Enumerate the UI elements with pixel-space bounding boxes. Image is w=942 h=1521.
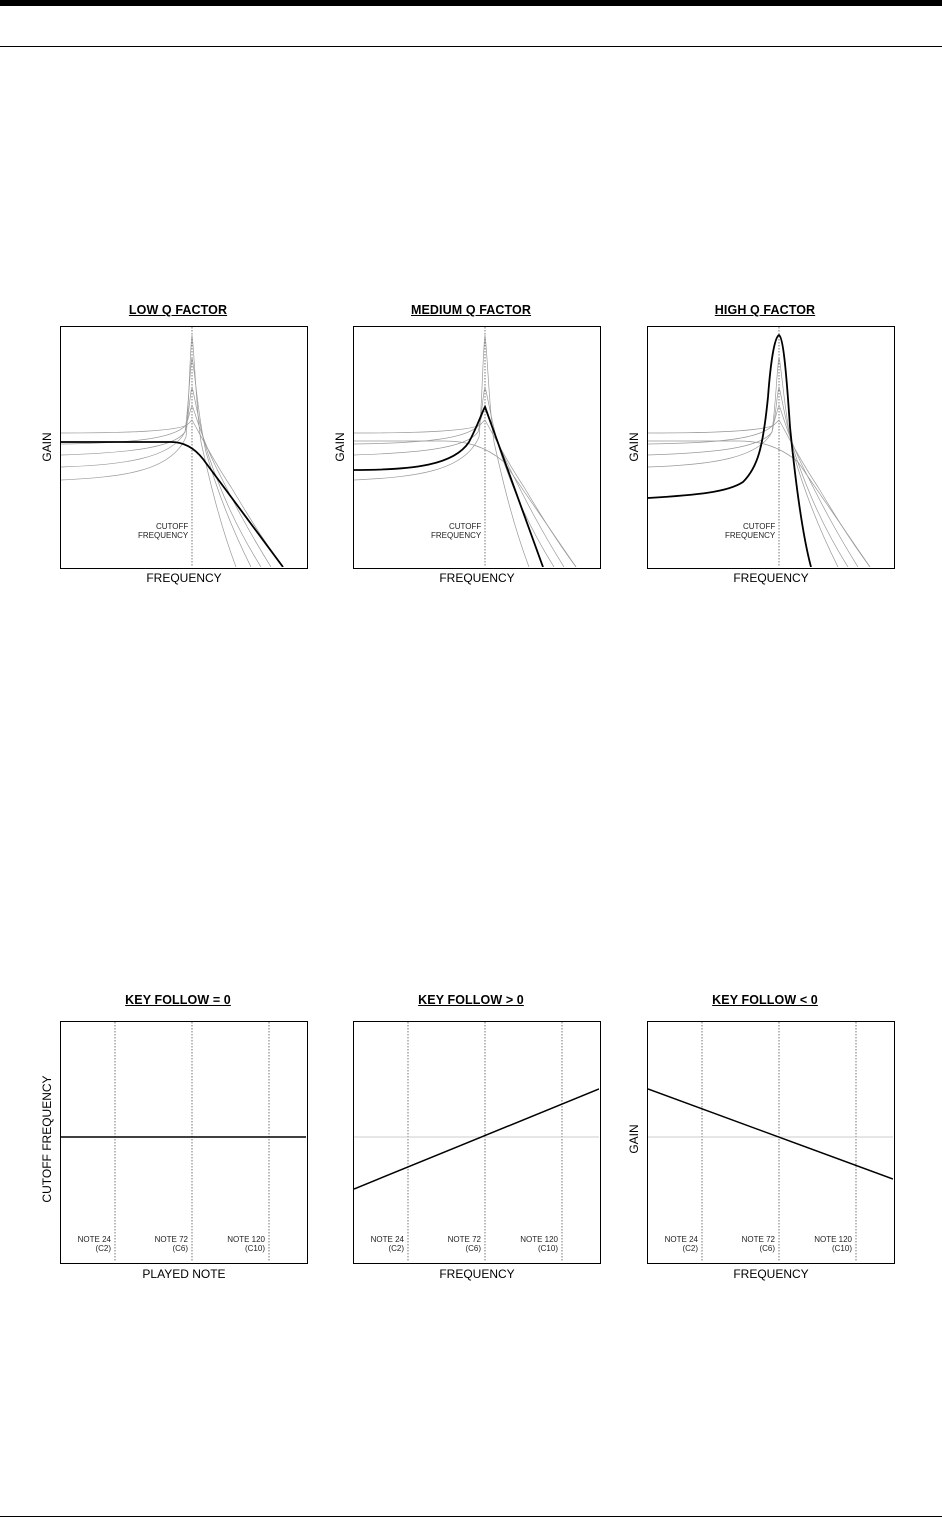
cutoff-label: CUTOFF FREQUENCY [431,522,482,540]
top-rule-thick [0,0,942,6]
panel-low-q: LOW Q FACTOR CUTOFF FREQUENCY FREQUENCY GAIN [48,303,308,603]
x-axis-label: FREQUENCY [439,571,515,585]
main-response-curve [354,407,543,567]
panel-title: LOW Q FACTOR [128,303,228,317]
note-label-72: NOTE 72 (C6) [154,1235,188,1253]
note-label-24: NOTE 24 (C2) [370,1235,404,1253]
x-axis-label: FREQUENCY [733,1267,809,1281]
faint-curve-2 [354,387,554,567]
x-axis-label: PLAYED NOTE [142,1267,226,1281]
kf-plot-negative [648,1022,893,1262]
cutoff-label: CUTOFF FREQUENCY [138,522,189,540]
note-label-72: NOTE 72 (C6) [741,1235,775,1253]
plot-area [353,1021,601,1264]
cutoff-label: CUTOFF FREQUENCY [725,522,776,540]
kf-plot-positive [354,1022,599,1262]
note-label-120: NOTE 120 (C10) [814,1235,852,1253]
panel-title: KEY FOLLOW = 0 [125,993,231,1007]
faint-curve-3 [61,387,261,567]
panel-high-q: HIGH Q FACTOR CUTOFF FREQUENCY FREQUENCY GAIN [635,303,895,603]
kf-plot-zero [61,1022,306,1262]
x-axis-label: FREQUENCY [146,571,222,585]
panel-title: KEY FOLLOW > 0 [418,993,524,1007]
panel-key-follow-positive [341,993,601,1293]
x-axis-label: FREQUENCY [439,1267,515,1281]
plot-area [60,1021,308,1264]
note-label-72: NOTE 72 (C6) [447,1235,481,1253]
bottom-rule [0,1516,942,1517]
note-label-120: NOTE 120 (C10) [520,1235,558,1253]
faint-curve-4 [354,420,576,567]
panel-key-follow-negative: KEY FOLLOW < 0 NOTE 24 (C2) NOTE 72 (C6) NOTE 120 (C10) FREQUENCY GAIN [635,993,895,1293]
panel-key-follow-zero: KEY FOLLOW = 0 NOTE 24 (C2) NOTE 72 (C6) NOTE 120 (C10) PLAYED NOTE CUTOFF FREQUENCY [48,993,308,1293]
panel-title: KEY FOLLOW < 0 [712,993,818,1007]
panel-title: HIGH Q FACTOR [714,303,816,317]
note-label-24: NOTE 24 (C2) [664,1235,698,1253]
panel-title: MEDIUM Q FACTOR [410,303,532,317]
top-rule-thin [0,46,942,47]
faint-curve-4 [648,420,870,567]
panel-medium-q: MEDIUM Q FACTOR CUTOFF FREQUENCY FREQUENCY GAIN [341,303,601,603]
plot-area [647,1021,895,1264]
note-label-120: NOTE 120 (C10) [227,1235,265,1253]
x-axis-label: FREQUENCY [733,571,809,585]
note-label-24: NOTE 24 (C2) [77,1235,111,1253]
